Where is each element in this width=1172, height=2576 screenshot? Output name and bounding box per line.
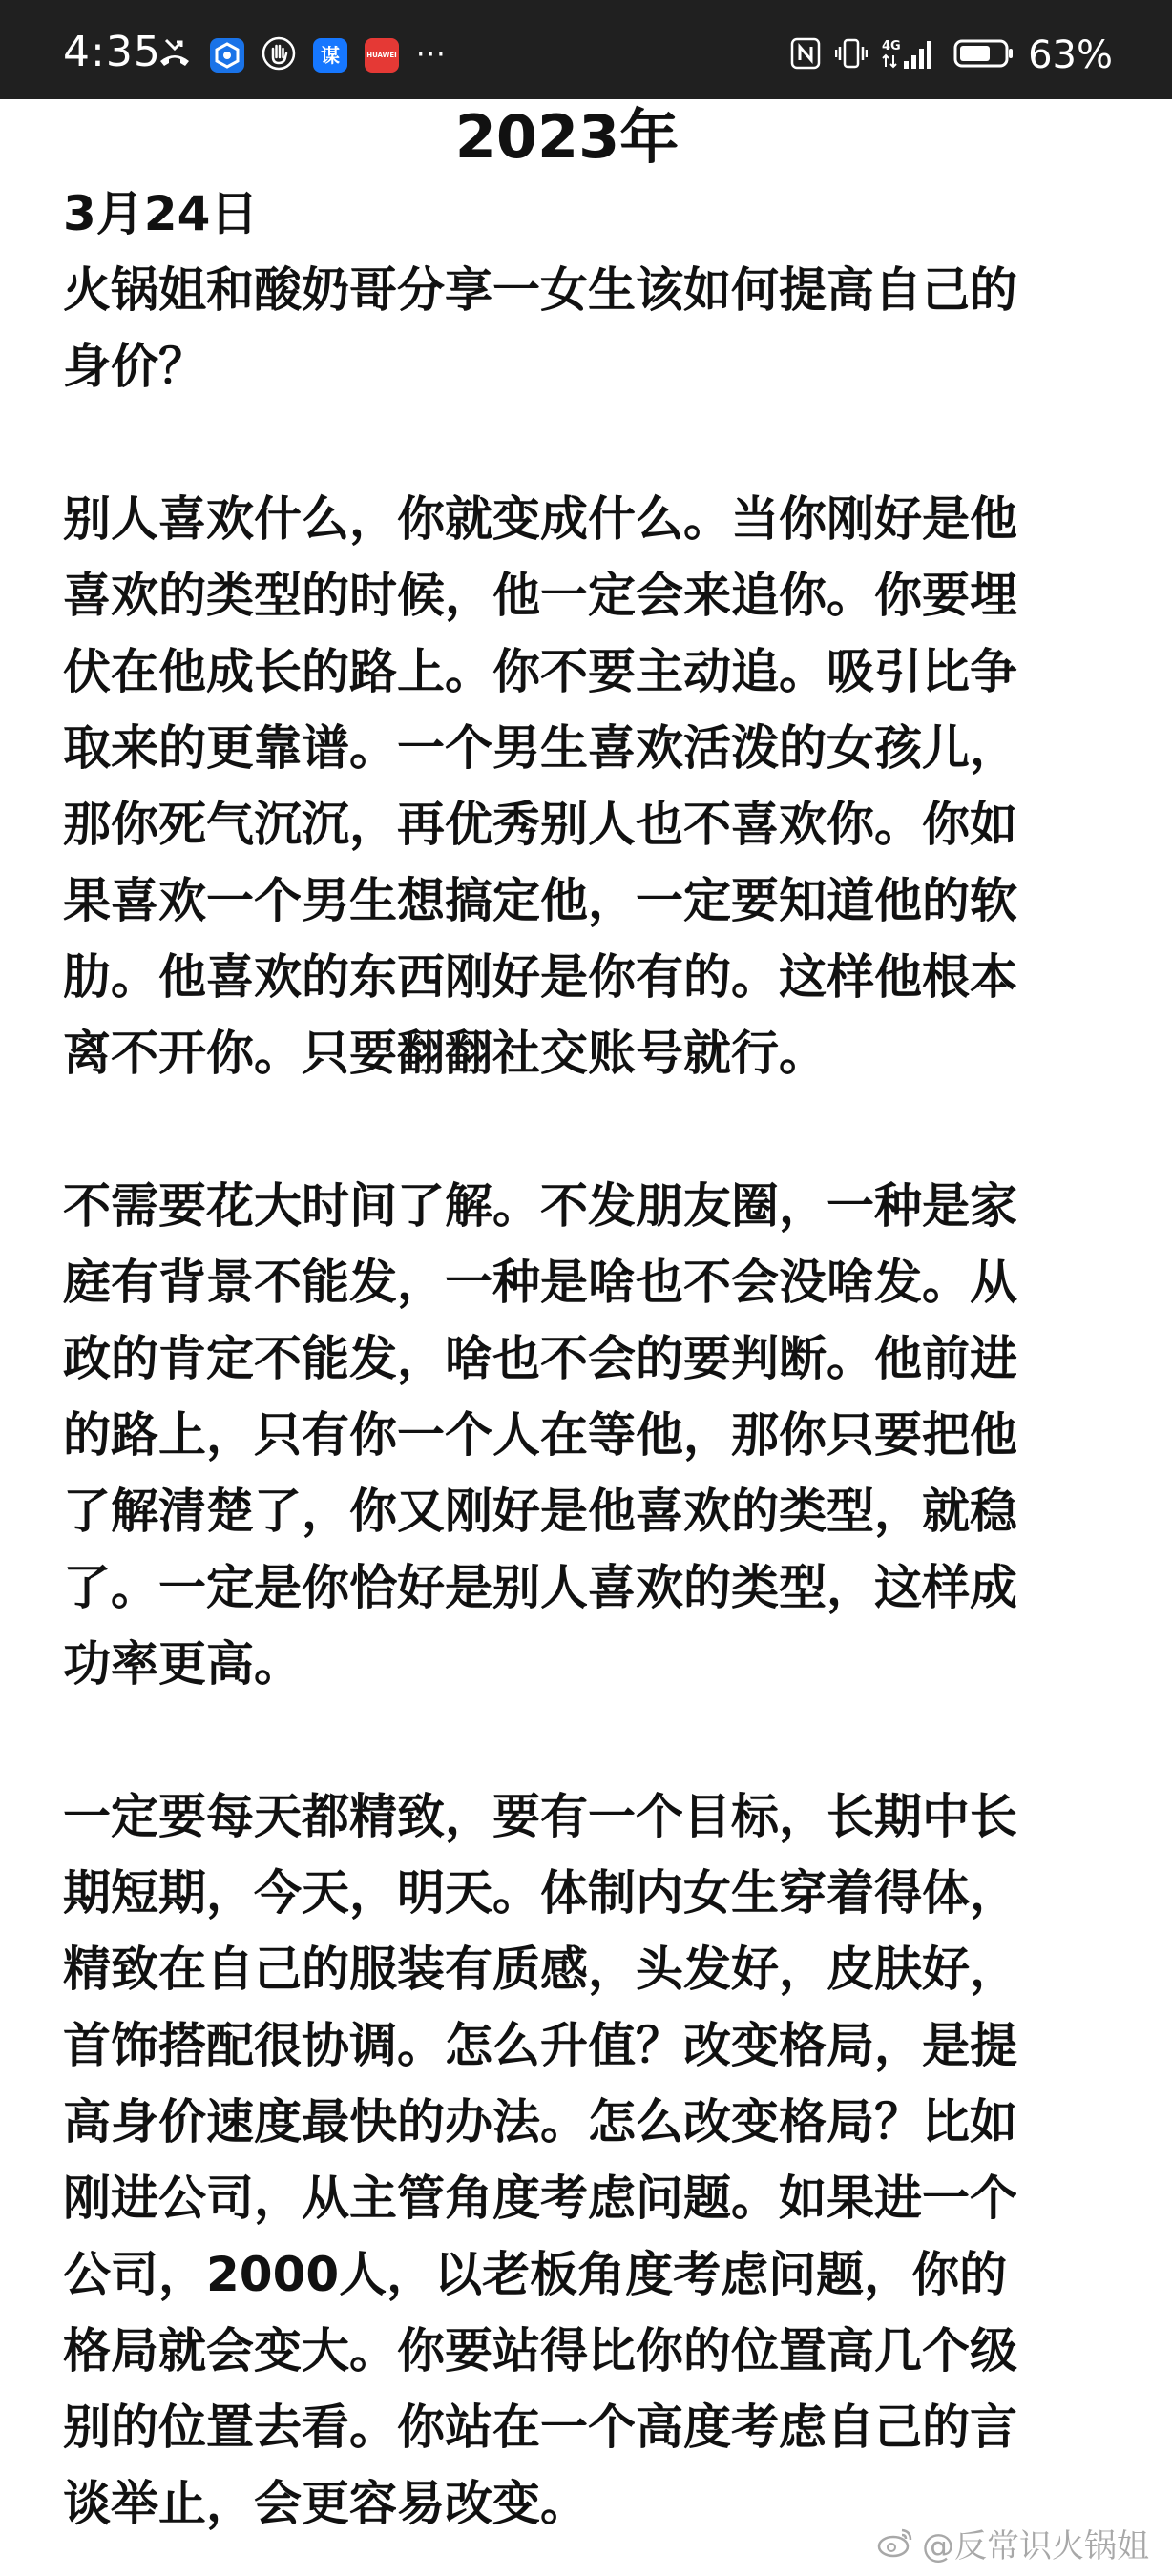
paragraph-line: 期短期，今天，明天。体制内女生穿着得体， [63, 1865, 1017, 1921]
paragraph-line: 谈举止，会更容易改变。 [63, 2476, 588, 2531]
status-bar [0, 0, 1172, 99]
paragraph-line: 精致在自己的服装有质感，头发好，皮肤好， [63, 1942, 1017, 1997]
paragraph-line: 高身价速度最快的办法。怎么改变格局？比如 [63, 2094, 1017, 2150]
paragraph-line: 那你死气沉沉，再优秀别人也不喜欢你。你如 [63, 797, 1017, 852]
paragraph-line: 公司，2000人，以老板角度考虑问题，你的 [63, 2247, 1008, 2302]
app-red-label: HUAWEI [366, 52, 397, 59]
app-bank-icon [313, 38, 347, 73]
paragraph-line: 首饰搭配很协调。怎么升值？改变格局，是提 [63, 2018, 1017, 2073]
article-date: 3月24日 [63, 186, 259, 241]
status-notification-icons [157, 36, 447, 74]
hand-icon [262, 36, 296, 74]
paragraph-line: 格局就会变大。你要站得比你的位置高几个级 [63, 2323, 1017, 2379]
paragraph-line: 刚进公司，从主管角度考虑问题。如果进一个 [63, 2171, 1017, 2226]
article-paragraph-2 [63, 1168, 1113, 1702]
nfc-icon [789, 36, 822, 74]
paragraph-line: 离不开你。只要翻翻社交账号就行。 [63, 1026, 827, 1081]
vibrate-icon [835, 36, 868, 74]
watermark-text: @反常识火锅姐 [922, 2526, 1149, 2566]
status-time: 4:35 [63, 28, 161, 76]
paragraph-line: 伏在他成长的路上。你不要主动追。吸引比争 [63, 644, 1017, 699]
status-overflow-dots: ··· [416, 38, 447, 72]
battery-percentage: 63% [1028, 33, 1113, 77]
app-bank-label: 谋 [321, 44, 340, 67]
status-system-icons [789, 34, 1113, 76]
paragraph-line: 庭有背景不能发，一种是啥也不会没啥发。从 [63, 1255, 1017, 1310]
article-paragraph-3 [63, 1778, 1113, 2542]
article-year-title: 2023年 [454, 102, 680, 172]
weibo-icon [876, 2526, 914, 2559]
paragraph-line: 别的位置去看。你站在一个高度考虑自己的言 [63, 2399, 1017, 2455]
app-red-icon [365, 38, 399, 73]
paragraph-line: 功率更高。 [63, 1636, 302, 1692]
paragraph-line: 果喜欢一个男生想搞定他，一定要知道他的软 [63, 873, 1017, 928]
svg-text:4G: 4G [882, 39, 901, 53]
missed-call-icon [157, 36, 193, 74]
article-paragraph-1 [63, 481, 1113, 1091]
app-blue-icon [210, 38, 244, 73]
paragraph-line: 肋。他喜欢的东西刚好是你有的。这样他根本 [63, 949, 1017, 1005]
headline-line: 火锅姐和酸奶哥分享一女生该如何提高自己的 [63, 262, 1017, 318]
paragraph-line: 取来的更靠谱。一个男生喜欢活泼的女孩儿， [63, 720, 1017, 776]
paragraph-line: 了。一定是你恰好是别人喜欢的类型，这样成 [63, 1560, 1017, 1615]
weibo-watermark [876, 2519, 1149, 2566]
signal-4g-icon [881, 36, 940, 74]
paragraph-line: 不需要花大时间了解。不发朋友圈，一种是家 [63, 1178, 1017, 1234]
paragraph-line: 别人喜欢什么，你就变成什么。当你刚好是他 [63, 491, 1017, 547]
article-headline [63, 252, 1113, 405]
paragraph-line: 一定要每天都精致，要有一个目标，长期中长 [63, 1789, 1017, 1844]
paragraph-line: 喜欢的类型的时候，他一定会来追你。你要埋 [63, 568, 1017, 623]
battery-icon [953, 36, 1015, 74]
paragraph-line: 政的肯定不能发，啥也不会的要判断。他前进 [63, 1331, 1017, 1386]
paragraph-line: 的路上，只有你一个人在等他，那你只要把他 [63, 1407, 1017, 1463]
paragraph-line: 了解清楚了，你又刚好是他喜欢的类型，就稳 [63, 1484, 1017, 1539]
article-body [63, 99, 1113, 2542]
headline-line: 身价？ [63, 339, 206, 394]
